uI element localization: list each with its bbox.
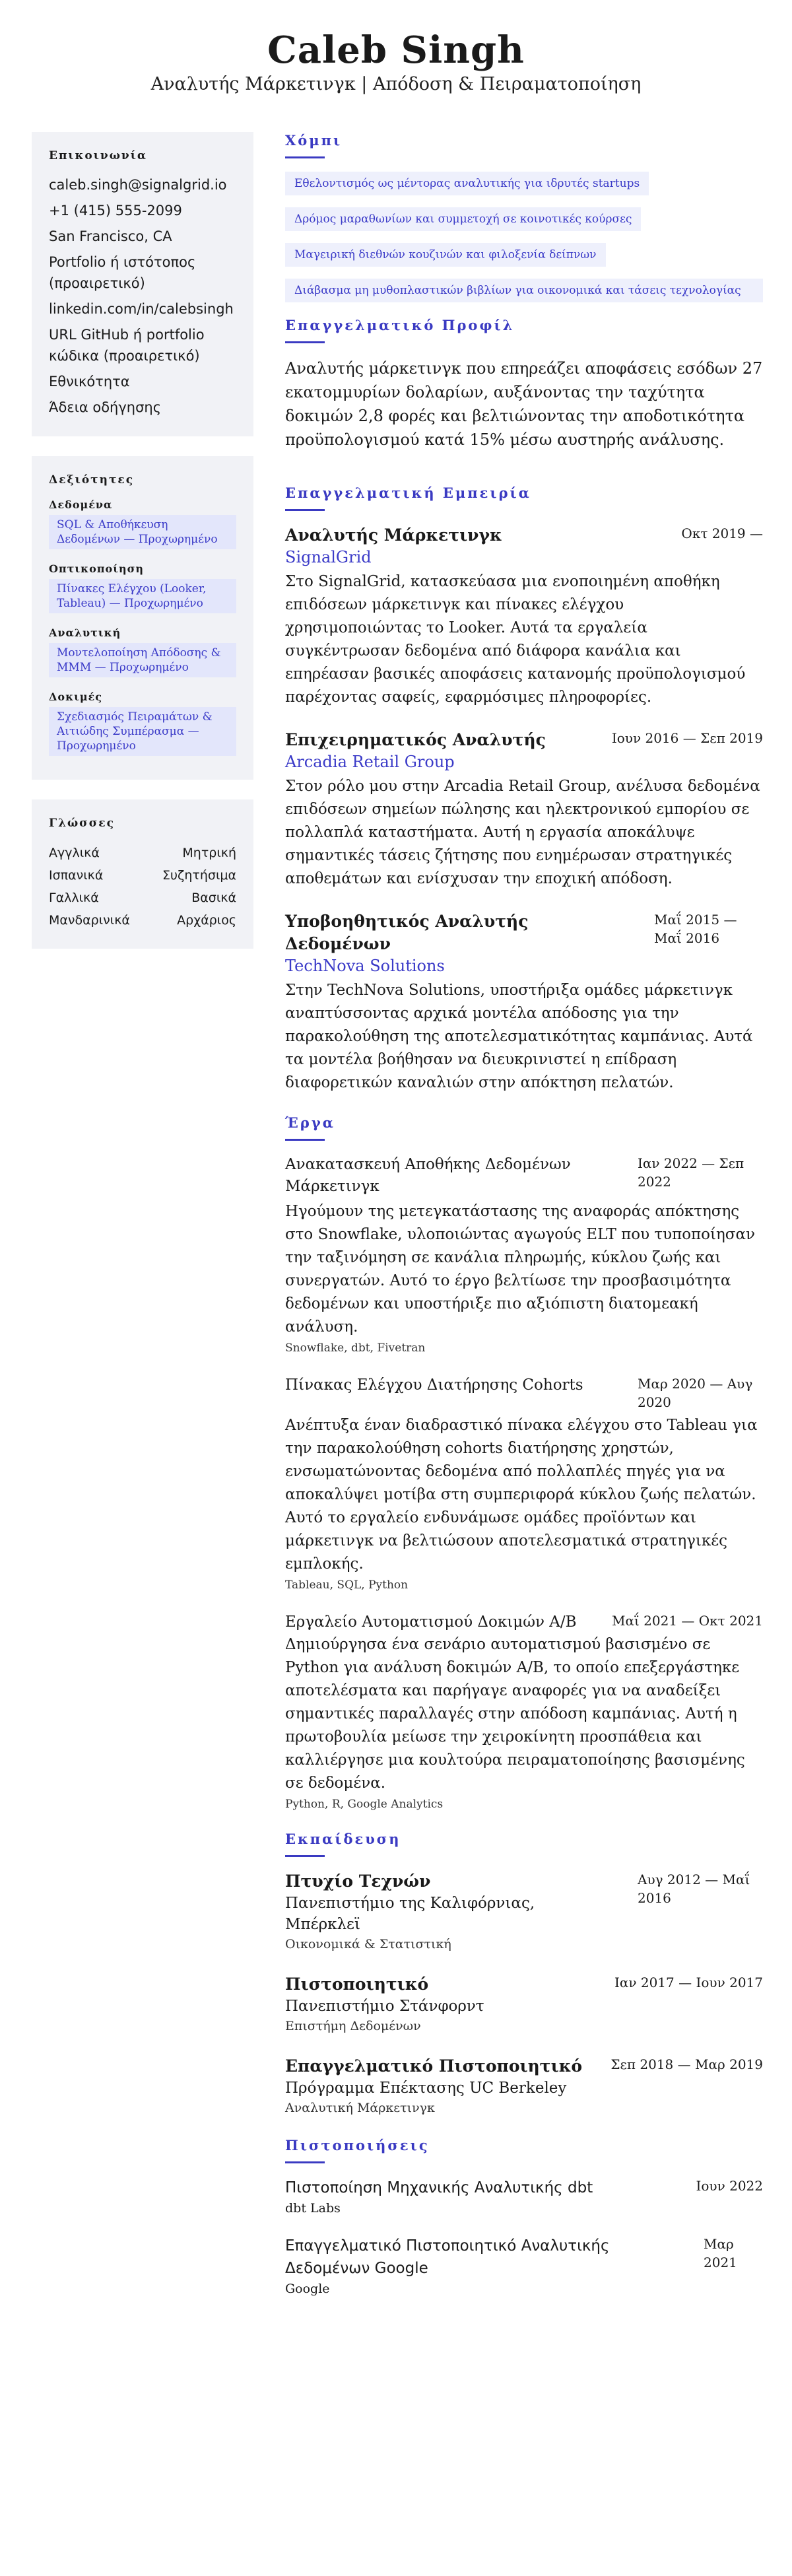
contact-linkedin[interactable]: linkedin.com/in/calebsingh — [49, 301, 234, 317]
project-technologies: Tableau, SQL, Python — [285, 1578, 409, 1592]
project-technologies: Python, R, Google Analytics — [285, 1798, 444, 1811]
company-name: SignalGrid — [285, 548, 372, 566]
certification-name: Επαγγελματικό Πιστοποιητικό Αναλυτικής Δεδομένων Google — [285, 2237, 610, 2277]
contact-nationality: Εθνικότητα — [49, 374, 130, 390]
project-dates: Ιαν 2022 — Σεπ 2022 — [638, 1155, 744, 1190]
project-entry — [285, 1611, 763, 1811]
section-title: Εκπαίδευση — [285, 1831, 401, 1847]
job-description: Στην TechNova Solutions, υποστήριξα ομάδες μάρκετινγκ αναπτύσσοντας αρχικά μοντέλα απόδοσης για την παρακολούθηση της αποτελεσματικότητας καμπάνιας. Αυτά τα μοντέλα βοήθησαν να διευκρινιστεί η επίδραση διαφορετικών καναλιών στην απόκτηση πελατών. — [285, 982, 753, 1091]
section-title: Επαγγελματική Εμπειρία — [285, 485, 531, 501]
contact-phone[interactable]: +1 (415) 555-2099 — [49, 203, 182, 219]
language-row — [49, 842, 236, 864]
education-entry — [285, 1973, 763, 2035]
section-title: Χόμπι — [285, 132, 343, 149]
experience-entry — [285, 910, 763, 1095]
main-content — [285, 132, 763, 2315]
section-divider — [285, 509, 325, 511]
project-title: Εργαλείο Αυτοματισμού Δοκιμών A/B — [285, 1613, 577, 1631]
job-title: Αναλυτής Μάρκετινγκ — [285, 525, 502, 545]
language-name: Αγγλικά — [49, 846, 100, 860]
section-divider — [285, 1855, 325, 1857]
language-level: Μητρική — [182, 846, 236, 860]
skill-group-title: Δοκιμές — [49, 691, 102, 703]
project-title: Ανακατασκευή Αποθήκης Δεδομένων Μάρκετινγκ — [285, 1156, 571, 1195]
language-level: Αρχάριος — [177, 913, 236, 928]
skills-title: Δεξιότητες — [49, 473, 135, 487]
skill-group — [49, 627, 236, 677]
project-entry — [285, 1154, 763, 1355]
contact-portfolio[interactable]: Portfolio ή ιστότοπος (προαιρετικό) — [49, 254, 196, 291]
education-field: Οικονομικά & Στατιστική — [285, 1937, 451, 1951]
skill-group-title: Οπτικοποίηση — [49, 562, 145, 575]
contact-license: Άδεια οδήγησης — [49, 399, 162, 415]
experience-section — [285, 485, 763, 1095]
contact-location: San Francisco, CA — [49, 228, 172, 244]
languages-title: Γλώσσες — [49, 817, 115, 830]
skill-group — [49, 691, 236, 756]
experience-entry — [285, 729, 763, 891]
candidate-name: Caleb Singh — [267, 28, 525, 72]
hobby-item: Διάβασμα μη μυθοπλαστικών βιβλίων για οικονομικά και τάσεις τεχνολογίας — [285, 279, 763, 302]
education-degree: Πιστοποιητικό — [285, 1975, 429, 1994]
job-description: Στον ρόλο μου στην Arcadia Retail Group, ανέλυσα δεδομένα επιδόσεων σημείων πώλησης και ηλεκτρονικού εμπορίου σε πολλαπλά καταστήματα. Αυτή η εργασία αποκάλυψε σημαντικές τάσεις ζήτησης που ενημέρωσαν στρατηγικές αποθεμάτων και ενίσχυσαν την εποχική απόδοση. — [285, 778, 760, 887]
certification-issuer: dbt Labs — [285, 2201, 341, 2216]
project-description: Δημιούργησα ένα σενάριο αυτοματισμού βασισμένο σε Python για ανάλυση δοκιμών A/B, το οποίο επεξεργάστηκε αποτελέσματα και παρήγαγε αναφορές για να αναδείξει σημαντικές παραλλαγές στην απόδοση καμπάνιας. Αυτή η πρωτοβουλία μείωσε την χειροκίνητη προσπάθεια και καλλιέργησε μια κουλτούρα πειραματοποίησης βασισμένης σε δεδομένα. — [285, 1636, 745, 1792]
language-level: Συζητήσιμα — [162, 868, 236, 883]
hobbies-section — [285, 132, 763, 302]
hobby-item: Μαγειρική διεθνών κουζινών και φιλοξενία δείπνων — [285, 243, 606, 267]
sidebar — [32, 132, 253, 968]
candidate-headline: Αναλυτής Μάρκετινγκ | Απόδοση & Πειραματοποίηση — [150, 74, 642, 94]
section-divider — [285, 341, 325, 343]
contact-card — [32, 132, 253, 436]
education-field: Αναλυτική Μάρκετινγκ — [285, 2101, 435, 2115]
contact-title: Επικοινωνία — [49, 149, 148, 162]
language-row — [49, 864, 236, 887]
education-dates: Ιαν 2017 — Ιουν 2017 — [614, 1975, 763, 1990]
language-level: Βασικά — [191, 891, 236, 905]
contact-github[interactable]: URL GitHub ή portfolio κώδικα (προαιρετικό) — [49, 327, 205, 364]
certification-issuer: Google — [285, 2282, 330, 2296]
company-name: Arcadia Retail Group — [285, 753, 455, 771]
hobby-item: Εθελοντισμός ως μέντορας αναλυτικής για ιδρυτές startups — [285, 172, 649, 195]
section-title: Πιστοποιήσεις — [285, 2137, 430, 2153]
skill-tag: Μοντελοποίηση Απόδοσης & MMM — Προχωρημένο — [49, 643, 236, 677]
section-divider — [285, 1139, 325, 1141]
education-entry — [285, 1870, 763, 1953]
job-description: Στο SignalGrid, κατασκεύασα μια ενοποιημένη αποθήκη επιδόσεων μάρκετινγκ και πίνακες ελέγχου χρησιμοποιώντας το Looker. Αυτά τα εργαλεία συγκέντρωσαν δεδομένα από διάφορα κανάλια και επηρέασαν βασικές αποφάσεις κατανομής προϋπολογισμού παρέχοντας σαφείς, εφαρμόσιμες πληροφορίες. — [285, 573, 746, 706]
education-field: Επιστήμη Δεδομένων — [285, 2019, 421, 2033]
section-title: Επαγγελματικό Προφίλ — [285, 317, 515, 333]
project-entry — [285, 1374, 763, 1592]
project-dates: Μαΐ 2021 — Οκτ 2021 — [611, 1613, 763, 1629]
job-dates: Ιουν 2016 — Σεπ 2019 — [611, 730, 763, 746]
education-school: Πρόγραμμα Επέκτασης UC Berkeley — [285, 2080, 567, 2097]
certification-date: Μαρ 2021 — [704, 2236, 737, 2270]
certification-date: Ιουν 2022 — [696, 2178, 763, 2194]
certifications-section — [285, 2137, 763, 2298]
project-title: Πίνακας Ελέγχου Διατήρησης Cohorts — [285, 1376, 583, 1394]
job-dates: Μαΐ 2015 — Μαΐ 2016 — [654, 912, 737, 946]
job-dates: Οκτ 2019 — — [681, 525, 763, 541]
language-name: Γαλλικά — [49, 891, 99, 905]
skills-card — [32, 456, 253, 780]
education-dates: Σεπ 2018 — Μαρ 2019 — [610, 2056, 763, 2072]
education-degree: Πτυχίο Τεχνών — [285, 1872, 431, 1891]
job-title: Υποβοηθητικός Αναλυτής Δεδομένων — [285, 912, 529, 953]
education-section — [285, 1831, 763, 2117]
skill-tag: Πίνακες Ελέγχου (Looker, Tableau) — Προχωρημένο — [49, 579, 236, 613]
section-divider — [285, 156, 325, 158]
skill-tag: SQL & Αποθήκευση Δεδομένων — Προχωρημένο — [49, 515, 236, 549]
project-description: Ανέπτυξα έναν διαδραστικό πίνακα ελέγχου στο Tableau για την παρακολούθηση cohorts διατήρησης χρηστών, ενσωματώνοντας δεδομένα από πολλαπλές πηγές για να αποκαλύψει μοτίβα στη συμπεριφορά κύκλου ζωής πελατών. Αυτό το εργαλείο ενδυνάμωσε ομάδες προϊόντων και μάρκετινγκ να βελτιώσουν αποτελεσματικά στρατηγικές εμπλοκής. — [285, 1417, 758, 1573]
language-row — [49, 909, 236, 932]
education-school: Πανεπιστήμιο Στάνφορντ — [285, 1998, 484, 2015]
skill-group-title: Αναλυτική — [49, 627, 121, 639]
education-degree: Επαγγελματικό Πιστοποιητικό — [285, 2056, 583, 2076]
section-title: Έργα — [285, 1114, 335, 1131]
resume-header — [0, 0, 792, 106]
language-name: Μανδαρινικά — [49, 913, 130, 928]
company-name: TechNova Solutions — [285, 957, 445, 975]
profile-section — [285, 317, 763, 452]
project-technologies: Snowflake, dbt, Fivetran — [285, 1341, 426, 1355]
certification-name: Πιστοποίηση Μηχανικής Αναλυτικής dbt — [285, 2179, 593, 2196]
project-description: Ηγούμουν της μετεγκατάστασης της αναφοράς απόκτησης στο Snowflake, υλοποιώντας αγωγούς ELT που τυποποίησαν την ταξινόμηση σε κανάλια πληρωμής, κύκλου ζωής και συνεργατών. Αυτό το έργο βελτίωσε την προσβασιμότητα δεδομένων και υποστήριξε πιο αξιόπιστη διατομεακή ανάλυση. — [285, 1203, 756, 1336]
skill-group — [49, 498, 236, 549]
languages-card — [32, 799, 253, 949]
projects-section — [285, 1114, 763, 1811]
education-school: Πανεπιστήμιο της Καλιφόρνιας, Μπέρκλεϊ — [285, 1895, 535, 1933]
contact-email[interactable]: caleb.singh@signalgrid.io — [49, 177, 227, 193]
language-row — [49, 887, 236, 909]
certification-entry — [285, 2235, 763, 2298]
language-name: Ισπανικά — [49, 868, 104, 883]
experience-entry — [285, 524, 763, 709]
section-divider — [285, 2161, 325, 2163]
hobby-item: Δρόμος μαραθωνίων και συμμετοχή σε κοινοτικές κούρσες — [285, 207, 641, 231]
skill-group-title: Δεδομένα — [49, 498, 113, 511]
skill-tag: Σχεδιασμός Πειραμάτων & Αιτιώδης Συμπέρασμα — Προχωρημένο — [49, 707, 236, 756]
certification-entry — [285, 2177, 763, 2218]
education-entry — [285, 2055, 763, 2117]
education-dates: Αυγ 2012 — Μαΐ 2016 — [638, 1872, 750, 1906]
skill-group — [49, 562, 236, 613]
project-dates: Μαρ 2020 — Αυγ 2020 — [638, 1376, 753, 1410]
job-title: Επιχειρηματικός Αναλυτής — [285, 730, 546, 749]
profile-summary: Αναλυτής μάρκετινγκ που επηρεάζει αποφάσεις εσόδων 27 εκατομμυρίων δολαρίων, αυξάνοντας την ταχύτητα δοκιμών 2,8 φορές και βελτιώνοντας την αποδοτικότητα προϋπολογισμού κατά 15% μέσω αυστηρής ανάλυσης. — [285, 359, 763, 449]
